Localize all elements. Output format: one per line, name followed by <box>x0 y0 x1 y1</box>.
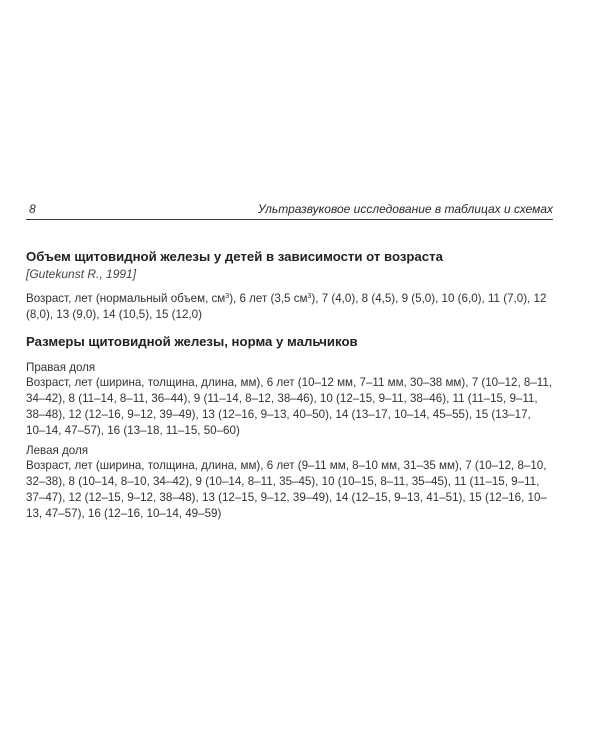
left-lobe-paragraph: Возраст, лет (ширина, толщина, длина, мм), 6 лет (9–11 мм, 8–10 мм, 31–35 мм), 7 (10–12, 8–10, 32–38), 8 (10–14, 8–10, 34–42), 9 (10–14, 8–11, 35–45), 10 (10–15, 8–11, 35–45), 11 (11–15, 9–11, 37–47), 12 (12–15, 9–12, 38–48), 13 (12–15, 9–12, 39–49), 14 (12–15, 9–13, 41–51), 15 (12–16, 10–13, 47–57), 16 (12–16, 10–14, 49–59) <box>26 459 547 520</box>
section-thyroid-size-boys <box>26 333 553 522</box>
page-number: 8 <box>29 202 36 216</box>
volume-text-part3: ), 7 (4,0), 8 (4,5), 9 (5,0), 10 (6,0), 11 (7,0), 12 (8,0), 13 (9,0), 14 (10,5), 15 (12,0) <box>26 292 547 321</box>
section-title-volume: Объем щитовидной железы у детей в зависимости от возраста <box>26 249 443 264</box>
citation: [Gutekunst R., 1991] <box>26 267 137 281</box>
superscript-cubed: 3 <box>307 293 312 300</box>
book-title: Ультразвуковое исследование в таблицах и схемах <box>257 202 553 216</box>
section-title-size: Размеры щитовидной железы, норма у мальчиков <box>26 333 358 349</box>
volume-paragraph <box>26 291 553 323</box>
document-page <box>26 0 553 750</box>
page-content <box>26 248 553 528</box>
superscript-cubed: 3 <box>225 293 230 300</box>
section-thyroid-volume <box>26 248 553 323</box>
volume-text-part1: Возраст, лет (нормальный объем, см <box>26 292 226 305</box>
right-lobe-label: Правая доля <box>26 360 96 374</box>
right-lobe-paragraph: Возраст, лет (ширина, толщина, длина, мм), 6 лет (10–12 мм, 7–11 мм, 30–38 мм), 7 (10–12, 8–11, 34–42), 8 (11–14, 8–11, 36–44), 9 (11–14, 8–12, 38–46), 10 (12–15, 9–11, 38–46), 11 (11–15, 9–11, 38–48), 12 (12–16, 9–12, 39–49), 13 (12–16, 9–13, 40–50), 14 (13–17, 10–14, 45–55), 15 (13–17, 10–14, 47–57), 16 (13–18, 11–15, 50–60) <box>26 376 553 437</box>
running-header <box>26 199 553 220</box>
volume-text-part2: ), 6 лет (3,5 см <box>229 292 308 305</box>
left-lobe-label: Левая доля <box>26 443 89 457</box>
